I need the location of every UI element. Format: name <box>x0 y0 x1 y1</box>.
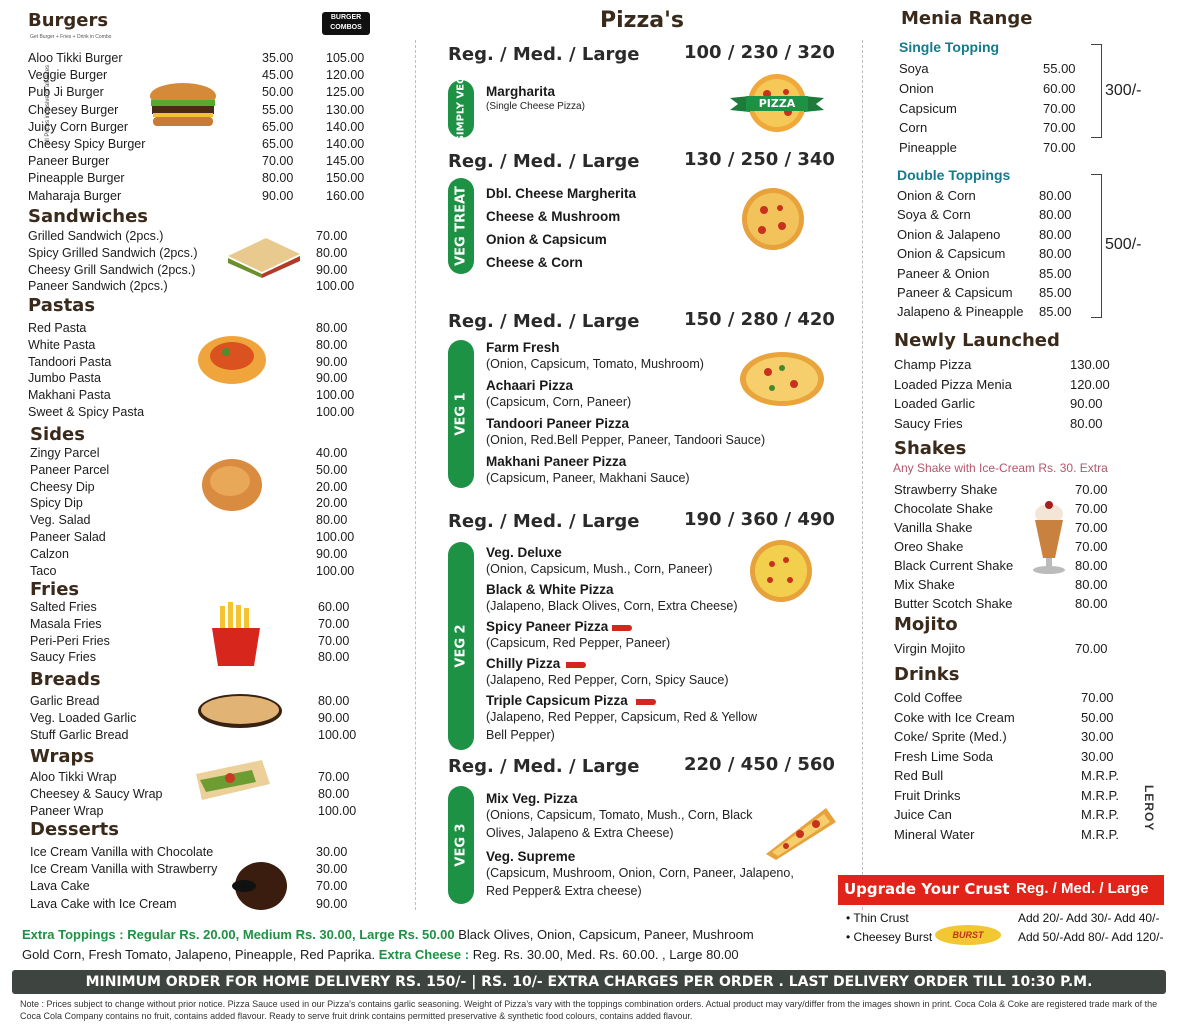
section-title-wraps: Wraps <box>30 746 95 767</box>
menu-item-name: Cold Coffee <box>894 690 963 705</box>
menu-item-name: Aloo Tikki Burger <box>28 51 123 65</box>
menu-item-price: 80.00 <box>318 786 350 801</box>
topping-name: Onion & Jalapeno <box>897 226 1001 242</box>
section-title-shakes: Shakes <box>894 438 967 459</box>
pizza-desc: (Capsicum, Corn, Paneer) <box>486 395 632 409</box>
topping-price: 80.00 <box>1039 226 1072 242</box>
delivery-banner: MINIMUM ORDER FOR HOME DELIVERY RS. 150/- | RS. 10/- EXTRA CHARGES PER ORDER . LAST DELIVERY ORDER TILL 10:30 P.M. <box>12 970 1166 994</box>
menu-item-name: Grilled Sandwich (2pcs.) <box>28 229 164 243</box>
menu-item-name: Red Pasta <box>28 321 87 335</box>
menu-item-name: Black Current Shake <box>894 558 1014 573</box>
section-title-newly: Newly Launched <box>894 330 1060 351</box>
extra-regular: Regular Rs. 20.00, <box>127 927 240 942</box>
menu-item-name: Pineapple Burger <box>28 171 125 186</box>
menu-item-price: 50.00 <box>316 462 348 477</box>
menu-item-name: Masala Fries <box>30 616 102 631</box>
combo-note: Get Burger + Fries + Drink in Combo <box>30 34 112 40</box>
menu-item-price: M.R.P. <box>1081 768 1120 783</box>
extra-medium: Medium Rs. 30.00, <box>242 927 356 942</box>
topping-price: 70.00 <box>1043 100 1076 116</box>
menu-item-name: Red Bull <box>894 768 944 783</box>
section-title-pastas: Pastas <box>28 295 96 316</box>
menu-item-price: 70.00 <box>1075 520 1108 535</box>
pizza-desc: (Onion, Capsicum, Tomato, Mushroom) <box>486 357 704 371</box>
menu-item-name: Juice Can <box>894 807 952 822</box>
pizza-group-prices: 220 / 450 / 560 <box>684 754 835 775</box>
menu-item-name: Cheesy Grill Sandwich (2pcs.) <box>28 262 196 277</box>
thin-crust-name: • Thin Crust <box>846 911 909 925</box>
pizza-desc: (Capsicum, Mushroom, Onion, Corn, Paneer, Jalapeno, <box>486 866 794 880</box>
topping-name: Pineapple <box>899 140 957 156</box>
extra-cheese-label: Extra Cheese : <box>378 947 470 962</box>
pizza-column <box>420 0 865 925</box>
menu-item-price: 70.00 <box>1081 690 1114 705</box>
menu-item-price: 45.00 <box>262 68 294 83</box>
section-title-fries: Fries <box>30 579 80 600</box>
extra-toppings-line <box>22 927 754 942</box>
pizza-group-pill <box>448 542 474 750</box>
pizza-name: Triple Capsicum Pizza <box>486 693 628 708</box>
menu-item-price: 70.00 <box>1075 482 1108 497</box>
menu-item-name: Jumbo Pasta <box>28 371 101 386</box>
menu-item-price: 20.00 <box>316 479 348 494</box>
menu-item-price: 90.00 <box>316 262 348 277</box>
pizza-name: Onion & Capsicum <box>486 232 607 247</box>
menu-item-price: 80.00 <box>318 650 350 665</box>
pizza-desc: (Onions, Capsicum, Tomato, Mush., Corn, Black <box>486 808 753 822</box>
pizza-desc: (Jalapeno, Red Pepper, Corn, Spicy Sauce) <box>486 673 729 687</box>
menu-item-price: 70.00 <box>1075 641 1108 656</box>
topping-price: 60.00 <box>1043 80 1076 96</box>
menu-item-price: 40.00 <box>316 446 348 460</box>
section-title-mojito: Mojito <box>894 614 958 635</box>
section-title-sandwiches: Sandwiches <box>28 206 149 227</box>
pizza-name: Black & White Pizza <box>486 582 614 597</box>
sandwich-icon <box>226 236 302 280</box>
footer-note: Note : Prices subject to change without prior notice. Pizza Sauce used in our Pizza's contains garlic seasoning. Weight of Pizza's vary with the toppings combination orders. Actual product may vary/differ from the images shown in print. Coca Cola & Coke are registered trade mark of the Coca Cola Company contains no fruit, contains added flavour. Ready to serve fruit drink contains permitted preservative & synthetic food colours, contains added flavour. <box>20 999 1158 1021</box>
wrap-icon <box>192 756 274 804</box>
menu-item-name: Veg. Salad <box>30 513 91 528</box>
pizza-group-pill <box>448 178 474 274</box>
menu-item-name: Cheesey & Saucy Wrap <box>30 786 163 801</box>
menu-item-name: Ice Cream Vanilla with Chocolate <box>30 845 214 859</box>
menu-item-price: 80.00 <box>1070 415 1103 431</box>
menu-item-price: 80.00 <box>1075 577 1108 592</box>
pizza-name: Dbl. Cheese Margherita <box>486 186 637 201</box>
burger-icon <box>148 82 218 130</box>
pizza-name: Mix Veg. Pizza <box>486 791 578 806</box>
extra-large: Large Rs. 50.00 <box>359 927 455 942</box>
pizza-name: Cheese & Mushroom <box>486 209 621 224</box>
menu-item-name: Tandoori Pasta <box>28 354 112 369</box>
section-title-drinks: Drinks <box>894 664 960 685</box>
menu-item-price: 70.00 <box>316 879 348 894</box>
menu-item-price: 30.00 <box>1081 729 1114 744</box>
menu-item-price: 65.00 <box>262 119 294 134</box>
topping-name: Jalapeno & Pineapple <box>897 304 1024 320</box>
menu-item-price: 100.00 <box>316 530 355 544</box>
double-topping-head: Double Toppings <box>897 167 1011 183</box>
double-topping-range-price: 500/- <box>1105 236 1142 253</box>
section-title-sides: Sides <box>30 424 85 445</box>
extra-cheese-prices: Reg. Rs. 30.00, Med. Rs. 60.00. , Large 80.00 <box>472 947 739 962</box>
menu-item-name: Coke with Ice Cream <box>894 709 1015 725</box>
menu-item-price: 70.00 <box>1075 539 1108 554</box>
menu-item-price: 80.00 <box>262 171 294 186</box>
right-menu-column <box>865 0 1200 880</box>
menu-item-price: 80.00 <box>316 321 348 335</box>
menu-item-price: 30.00 <box>316 862 348 877</box>
thin-crust-prices: Add 20/- Add 30/- Add 40/- <box>1018 911 1160 925</box>
menu-item-combo-price: 140.00 <box>326 137 365 151</box>
menu-item-price: 70.00 <box>316 229 348 243</box>
menu-item-name: Spicy Grilled Sandwich (2pcs.) <box>28 245 198 260</box>
pasta-icon <box>196 332 268 386</box>
pizza-size-label: Reg. / Med. / Large <box>448 756 640 777</box>
pizza-desc-2: Olives, Jalapeno & Extra Cheese) <box>486 826 674 840</box>
left-menu-column <box>0 0 420 925</box>
topping-name: Onion & Corn <box>897 188 976 203</box>
menu-item-price: 90.00 <box>316 371 348 386</box>
menu-item-price: 65.00 <box>262 137 294 151</box>
topping-price: 85.00 <box>1039 265 1072 281</box>
menu-item-name: Calzon <box>30 546 69 561</box>
menu-item-price: 90.00 <box>1070 396 1103 412</box>
prices-inclusive-note: All Prices inclusive of all taxes <box>45 64 51 145</box>
topping-name: Paneer & Onion <box>897 265 990 281</box>
menu-item-name: Vanilla Shake <box>894 520 973 535</box>
pizza-group-prices: 150 / 280 / 420 <box>684 309 835 330</box>
upgrade-crust-title: Upgrade Your Crust <box>844 880 1010 898</box>
topping-price: 70.00 <box>1043 120 1076 136</box>
menu-item-name: Mix Shake <box>894 577 955 592</box>
menia-range-title: Menia Range <box>901 8 1033 29</box>
menu-item-price: 80.00 <box>318 694 350 708</box>
pizza-name: Achaari Pizza <box>486 378 574 393</box>
menu-item-price: 35.00 <box>262 51 294 65</box>
pizza-name: Farm Fresh <box>486 340 560 355</box>
menu-item-price: 70.00 <box>262 154 294 169</box>
pizza-badge-icon <box>730 72 825 134</box>
menu-item-name: Veggie Burger <box>28 68 108 83</box>
pizza-badge-text: PIZZA <box>758 97 796 110</box>
menu-item-name: Coke/ Sprite (Med.) <box>894 729 1007 744</box>
bread-icon <box>196 692 284 730</box>
section-title-breads: Breads <box>30 669 101 690</box>
pizza-group-pill-label: VEG TREAT <box>453 186 469 266</box>
menu-item-name: Cheesy Dip <box>30 479 95 494</box>
menu-item-name: Saucy Fries <box>30 650 96 665</box>
topping-name: Capsicum <box>899 100 957 116</box>
pizza-group-pill-label: VEG 1 <box>453 392 469 436</box>
pizza-desc: (Jalapeno, Black Olives, Corn, Extra Cheese) <box>486 599 738 613</box>
menu-item-price: 100.00 <box>316 405 355 419</box>
pizza-desc: (Onion, Red.Bell Pepper, Paneer, Tandoori Sauce) <box>486 433 766 447</box>
menu-item-price: 90.00 <box>318 710 350 725</box>
menu-item-name: Makhani Pasta <box>28 388 111 403</box>
pizza-group-pill <box>448 75 474 143</box>
menu-item-name: Loaded Pizza Menia <box>894 376 1012 392</box>
topping-name: Corn <box>899 120 928 136</box>
menu-item-combo-price: 145.00 <box>326 154 365 169</box>
pizza-name: Veg. Supreme <box>486 849 576 864</box>
pizza-name: Chilly Pizza <box>486 656 561 671</box>
topping-price: 80.00 <box>1039 246 1072 262</box>
pizza-name: Veg. Deluxe <box>486 545 562 560</box>
menu-item-name: Champ Pizza <box>894 357 972 372</box>
lava-cake-icon <box>230 856 292 914</box>
menu-item-price: M.R.P. <box>1081 826 1120 842</box>
menu-item-name: Paneer Salad <box>30 530 106 544</box>
menu-item-price: M.R.P. <box>1081 787 1120 803</box>
menu-item-name: Virgin Mojito <box>894 641 966 656</box>
menu-item-price: 90.00 <box>262 188 294 203</box>
menu-item-name: Garlic Bread <box>30 694 100 708</box>
pizza-desc: (Single Cheese Pizza) <box>486 101 585 112</box>
section-title-burgers: Burgers <box>28 10 109 31</box>
extra-list: Black Olives, Onion, Capsicum, Paneer, Mushroom <box>458 927 754 942</box>
menu-item-price: 30.00 <box>316 845 348 859</box>
menu-item-name: Spicy Dip <box>30 496 83 511</box>
menu-item-name: Aloo Tikki Wrap <box>30 770 117 784</box>
extra-gold-list: Gold Corn, Fresh Tomato, Jalapeno, Pineapple, Red Paprika. <box>22 947 376 962</box>
single-topping-range-price: 300/- <box>1105 82 1142 99</box>
menu-item-price: 30.00 <box>1081 748 1114 764</box>
pizza-name: Cheese & Corn <box>486 255 583 270</box>
menu-item-name: Butter Scotch Shake <box>894 596 1013 611</box>
chili-icon <box>566 662 586 668</box>
pizza-desc-2: Red Pepper& Extra cheese) <box>486 884 642 898</box>
menu-item-name: Oreo Shake <box>894 539 964 554</box>
menu-item-price: 70.00 <box>1075 501 1108 516</box>
pizza-icon <box>748 538 814 604</box>
menu-item-price: 80.00 <box>1075 558 1108 573</box>
pizza-group-pill-label: VEG 2 <box>453 624 469 668</box>
menu-item-price: 70.00 <box>318 616 350 631</box>
topping-price: 70.00 <box>1043 140 1076 156</box>
menu-item-price: 70.00 <box>318 770 350 784</box>
menu-item-price: 90.00 <box>316 546 348 561</box>
menu-item-name: Fruit Drinks <box>894 787 961 803</box>
menu-item-name: White Pasta <box>28 337 96 352</box>
topping-name: Onion <box>899 80 934 96</box>
pizza-desc: (Onion, Capsicum, Mush., Corn, Paneer) <box>486 562 713 576</box>
menu-item-name: Sweet & Spicy Pasta <box>28 405 145 419</box>
menu-item-name: Loaded Garlic <box>894 396 975 412</box>
menu-item-name: Pub Ji Burger <box>28 85 104 100</box>
menu-item-combo-price: 160.00 <box>326 188 365 203</box>
menu-item-price: 20.00 <box>316 496 348 511</box>
menu-item-name: Salted Fries <box>30 600 97 614</box>
menu-item-name: Maharaja Burger <box>28 188 122 203</box>
menu-item-combo-price: 105.00 <box>326 51 365 65</box>
menu-item-price: 100.00 <box>316 279 355 294</box>
extra-toppings-line-2 <box>22 947 739 962</box>
pizza-group-prices: 100 / 230 / 320 <box>684 42 835 63</box>
double-topping-bracket <box>1091 174 1102 318</box>
topping-price: 80.00 <box>1039 188 1072 203</box>
menu-item-price: 100.00 <box>318 803 357 818</box>
cheesey-burst-prices: Add 50/-Add 80/- Add 120/- <box>1018 930 1164 944</box>
pizza-desc: (Jalapeno, Red Pepper, Capsicum, Red & Yellow <box>486 710 757 724</box>
chili-icon <box>636 699 656 705</box>
pizza-name: Tandoori Paneer Pizza <box>486 416 630 431</box>
pizza-group-prices: 190 / 360 / 490 <box>684 509 835 530</box>
menu-item-combo-price: 125.00 <box>326 85 365 100</box>
pizza-size-label: Reg. / Med. / Large <box>448 151 640 172</box>
pizza-icon <box>738 350 826 408</box>
column-divider-left <box>415 40 416 910</box>
fries-icon <box>208 602 264 666</box>
pizza-slice-icon <box>760 802 840 862</box>
menu-item-name: Mineral Water <box>894 826 975 842</box>
menu-item-price: 100.00 <box>316 388 355 403</box>
menu-item-price: 50.00 <box>262 85 294 100</box>
upgrade-crust-bar <box>838 875 1164 905</box>
pizza-group-prices: 130 / 250 / 340 <box>684 149 835 170</box>
menu-item-price: 80.00 <box>316 513 348 528</box>
pizza-name: Makhani Paneer Pizza <box>486 454 627 469</box>
menu-item-price: 70.00 <box>318 633 350 648</box>
menu-item-price: 90.00 <box>316 896 348 911</box>
shake-icon <box>1025 500 1073 578</box>
leroy-mark: LEROY <box>1142 785 1156 832</box>
topping-name: Soya & Corn <box>897 207 971 223</box>
pizza-name: Margharita <box>486 84 556 99</box>
pizza-group-pill-label: VEG 3 <box>453 823 469 867</box>
menu-item-name: Paneer Burger <box>28 154 110 169</box>
parcel-icon <box>200 456 264 514</box>
section-title-desserts: Desserts <box>30 819 119 840</box>
pizza-group-pill-label: SIMPLY VEG <box>455 75 467 143</box>
menu-item-name: Paneer Parcel <box>30 462 110 477</box>
topping-price: 85.00 <box>1039 285 1072 300</box>
menu-item-name: Cheesey Burger <box>28 102 119 117</box>
menu-item-name: Lava Cake <box>30 879 90 894</box>
menu-item-name: Zingy Parcel <box>30 446 100 460</box>
menu-item-name: Ice Cream Vanilla with Strawberry <box>30 862 218 877</box>
cheesey-burst-name: • Cheesey Burst <box>846 930 933 944</box>
topping-price: 55.00 <box>1043 61 1076 76</box>
menu-item-name: Lava Cake with Ice Cream <box>30 896 177 911</box>
menu-item-price: 50.00 <box>1081 709 1114 725</box>
pizza-desc: (Capsicum, Paneer, Makhani Sauce) <box>486 471 690 485</box>
menu-item-price: M.R.P. <box>1081 807 1120 822</box>
menu-item-name: Stuff Garlic Bread <box>30 727 129 742</box>
menu-item-price: 100.00 <box>316 563 355 578</box>
menu-item-combo-price: 140.00 <box>326 119 365 134</box>
menu-item-price: 120.00 <box>1070 376 1110 392</box>
extra-toppings-label: Extra Toppings : <box>22 927 124 942</box>
topping-price: 80.00 <box>1039 207 1072 223</box>
burger-combos-badge: BURGER COMBOS <box>322 12 370 35</box>
pizza-desc: (Capsicum, Red Pepper, Paneer) <box>486 636 671 650</box>
pizza-size-label: Reg. / Med. / Large <box>448 511 640 532</box>
single-topping-head: Single Topping <box>899 39 1000 55</box>
pizza-name: Spicy Paneer Pizza <box>486 619 609 634</box>
menu-item-name: Fresh Lime Soda <box>894 748 993 764</box>
shakes-note: Any Shake with Ice-Cream Rs. 30. Extra <box>893 461 1108 475</box>
pizza-group-pill <box>448 786 474 904</box>
pizza-size-label: Reg. / Med. / Large <box>448 44 640 65</box>
menu-item-combo-price: 150.00 <box>326 171 365 186</box>
menu-item-name: Saucy Fries <box>894 415 963 431</box>
single-topping-bracket <box>1091 44 1102 138</box>
pizza-icon <box>740 186 806 252</box>
menu-item-price: 80.00 <box>316 337 348 352</box>
menu-item-price: 80.00 <box>1075 596 1108 611</box>
menu-item-name: Peri-Peri Fries <box>30 633 110 648</box>
chili-icon <box>612 625 632 631</box>
pizza-group-pill <box>448 340 474 488</box>
pizza-size-label: Reg. / Med. / Large <box>448 311 640 332</box>
menu-item-name: Cheesy Spicy Burger <box>28 137 146 151</box>
menu-item-price: 130.00 <box>1070 357 1110 372</box>
pizza-title: Pizza's <box>600 8 684 33</box>
menu-item-name: Paneer Wrap <box>30 803 104 818</box>
topping-name: Paneer & Capsicum <box>897 285 1013 300</box>
menu-item-name: Veg. Loaded Garlic <box>30 710 137 725</box>
burst-badge: BURST <box>935 925 1001 945</box>
menu-item-name: Chocolate Shake <box>894 501 994 516</box>
menu-item-price: 100.00 <box>318 727 357 742</box>
menu-item-price: 80.00 <box>316 245 348 260</box>
menu-item-name: Juicy Corn Burger <box>28 119 129 134</box>
menu-item-combo-price: 120.00 <box>326 68 365 83</box>
topping-name: Onion & Capsicum <box>897 246 1006 262</box>
topping-price: 85.00 <box>1039 304 1072 320</box>
menu-item-price: 60.00 <box>318 600 350 614</box>
upgrade-crust-sizes: Reg. / Med. / Large <box>1016 880 1149 897</box>
menu-item-price: 90.00 <box>316 354 348 369</box>
menu-item-name: Strawberry Shake <box>894 482 998 497</box>
menu-item-combo-price: 130.00 <box>326 102 365 117</box>
menu-item-name: Paneer Sandwich (2pcs.) <box>28 279 168 294</box>
menu-item-name: Taco <box>30 563 57 578</box>
menu-item-price: 55.00 <box>262 102 294 117</box>
pizza-desc-2: Bell Pepper) <box>486 728 555 742</box>
topping-name: Soya <box>899 61 929 76</box>
